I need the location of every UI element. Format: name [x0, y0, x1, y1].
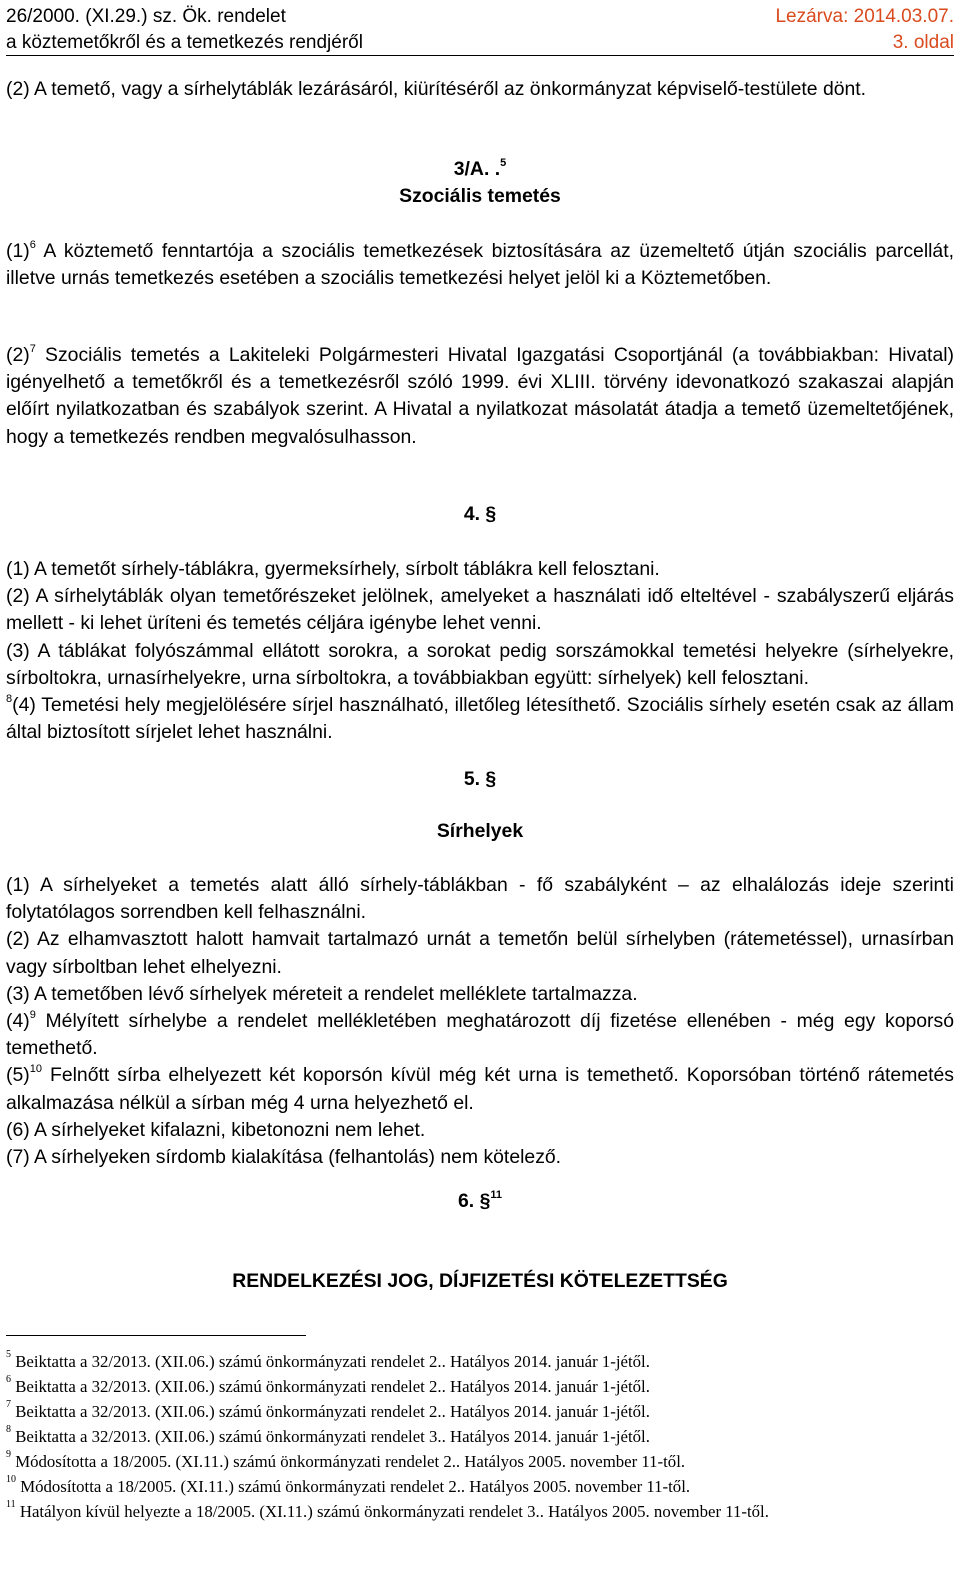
- section-5-para-7: (7) A sírhelyeken sírdomb kialakítása (felhantolás) nem kötelező.: [6, 1146, 562, 1169]
- section-sign-icon: §: [485, 768, 497, 790]
- section-5-heading: [6, 766, 954, 793]
- footnote-ref-11: 11: [490, 1188, 502, 1201]
- footnote: $^7$ Beiktatta a 32/2013. (XII.06.) számú önkormányzati rendelet 2.. Hatályos 2014. január 1-jétől.: [6, 1399, 650, 1421]
- section-4-para-2: (2) A sírhelytáblák olyan temetőrészeket jelölnek, amelyeket a használati idő elteltével - szabályszerű eljárás mellett - ki lehet üríteni és temetés céljára igénybe lehet venni.: [6, 585, 954, 635]
- page-header: [6, 4, 954, 56]
- footnote-ref-10: 10: [29, 1062, 42, 1075]
- section-4-para-1: (1) A temetőt sírhely-táblákra, gyermeksírhely, sírbolt táblákra kell felosztani.: [6, 558, 660, 580]
- section-6-title-wrap: [6, 1268, 954, 1295]
- section-5-para-2: (2) Az elhamvasztott halott hamvait tartalmazó urnát a temetőn belül sírhelyben (rátemetéssel), urnasírban vagy sírboltban lehet elhelyezni.: [6, 928, 954, 978]
- footnote: $^{11}$ Hatályon kívül helyezte a 18/2005. (XI.11.) számú önkormányzati rendelet 3.. Hatályos 2005. november 11-től.: [6, 1499, 769, 1521]
- section-3a-para-1: $(1)^6$ A köztemető fenntartója a szociális temetkezések biztosítására az üzemeltető útján szociális parcellát, illetve urnás temetkezés esetében a szociális temetkezési helyet jelöl ki a Köztemetőben.: [6, 238, 954, 290]
- section-5-title: Sírhelyek: [436, 820, 524, 842]
- footnote-ref-6: 6: [29, 238, 36, 251]
- footnote: $^9$ Módosította a 18/2005. (XI.11.) számú önkormányzati rendelet 2.. Hatályos 2005. november 11-től.: [6, 1449, 686, 1471]
- section-5-para-6: (6) A sírhelyeket kifalazni, kibetonozni nem lehet.: [6, 1118, 426, 1141]
- footnote-ref-5: 5: [500, 156, 507, 169]
- section-4-number: 4.: [463, 503, 480, 525]
- section-5-para-5: $(5)^{10}$ Felnőtt sírba elhelyezett két koporsón kívül még két urna is temethető. Koporsóban történő rátemetés alkalmazása nélkül a sírban még 4 urna helyezhető el.: [6, 1062, 954, 1114]
- section-6-title: RENDELKEZÉSI JOG, DÍJFIZETÉSI KÖTELEZETTSÉG: [232, 1270, 728, 1292]
- section-3a-para-2: $(2)^7$ Szociális temetés a Lakiteleki Polgármesteri Hivatal Igazgatási Csoportjánál (a továbbiakban: Hivatal) igényelhető a temetőkről és a temetkezésről szóló 1999. évi XLIII. törvény idevonatkozó szakaszai alapján előírt nyilatkozatban és szabályok szerint. A Hivatal a nyilatkozat másolatát átadja a temető üzemeltetőjének, hogy a temetkezés rendben megvalósulhasson.: [6, 342, 954, 448]
- section-sign-icon: §: [485, 503, 497, 525]
- footnote: $^8$ Beiktatta a 32/2013. (XII.06.) számú önkormányzati rendelet 3.. Hatályos 2014. január 1-jétől.: [6, 1424, 650, 1446]
- section-5-para-1: (1) A sírhelyeket a temetés alatt álló sírhely-táblákban - fő szabályként – az elhalálozás ideje szerinti folytatólagos sorrendben kell felhasználni.: [6, 874, 954, 924]
- section-4-para-4: $^8$(4) Temetési hely megjelölésére sírjel használható, illetőleg létesíthető. Szociális sírhely esetén csak az állam által biztosított sírjelet lehet használni.: [6, 692, 954, 744]
- paragraph-intro: (2) A temető, vagy a sírhelytáblák lezárásáról, kiürítéséről az önkormányzat képviselő-testülete dönt.: [6, 78, 867, 100]
- section-4-heading: [6, 501, 954, 528]
- footnote: $^6$ Beiktatta a 32/2013. (XII.06.) számú önkormányzati rendelet 2.. Hatályos 2014. január 1-jétől.: [6, 1374, 650, 1396]
- footnote-divider: [6, 1335, 306, 1336]
- footnotes: [6, 1349, 946, 1524]
- section-5-body: [6, 872, 954, 1171]
- section-6-heading: [6, 1188, 954, 1215]
- section-6-number: 6.: [458, 1190, 475, 1212]
- section-5-title-wrap: [6, 818, 954, 845]
- section-5-number: 5.: [463, 768, 480, 790]
- section-5-para-4: $(4)^9$ Mélyített sírhelybe a rendelet mellékletében meghatározott díj fizetése ellenében - még egy koporsó temethető.: [6, 1008, 954, 1060]
- header-divider: [6, 55, 954, 56]
- section-5-para-3: (3) A temetőben lévő sírhelyek méreteit a rendelet melléklete tartalmazza.: [6, 982, 638, 1005]
- section-sign-icon: §: [479, 1190, 491, 1212]
- footnote: $^{10}$ Módosította a 18/2005. (XI.11.) számú önkormányzati rendelet 2.. Hatályos 2005. november 11-től.: [6, 1474, 691, 1496]
- section-3a-title: Szociális temetés: [399, 185, 561, 208]
- header-regulation-title: a köztemetőkről és a temetkezés rendjéről: [6, 32, 363, 53]
- section-3a-heading: [6, 156, 954, 210]
- section-3a-number: 3/A. .: [453, 158, 501, 180]
- footnote-ref-9: 9: [29, 1008, 36, 1021]
- header-regulation-id: 26/2000. (XI.29.) sz. Ök. rendelet: [6, 6, 286, 27]
- section-4-body: [6, 556, 954, 746]
- header-closed-date: Lezárva: 2014.03.07.: [775, 6, 954, 27]
- header-page-number: 3. oldal: [892, 32, 954, 53]
- section-4-para-3: (3) A táblákat folyószámmal ellátott sorokra, a sorokat pedig sorszámokkal temetési helyekre (sírhelyekre, sírboltokra, urnasírhelyekre, urna sírboltokra, a továbbiakban együtt: sírhelyek) kell felosztani.: [6, 639, 954, 689]
- footnote-ref-8: 8: [6, 692, 13, 705]
- footnote-ref-7: 7: [29, 342, 36, 355]
- footnote: $^5$ Beiktatta a 32/2013. (XII.06.) számú önkormányzati rendelet 2.. Hatályos 2014. január 1-jétől.: [6, 1349, 650, 1371]
